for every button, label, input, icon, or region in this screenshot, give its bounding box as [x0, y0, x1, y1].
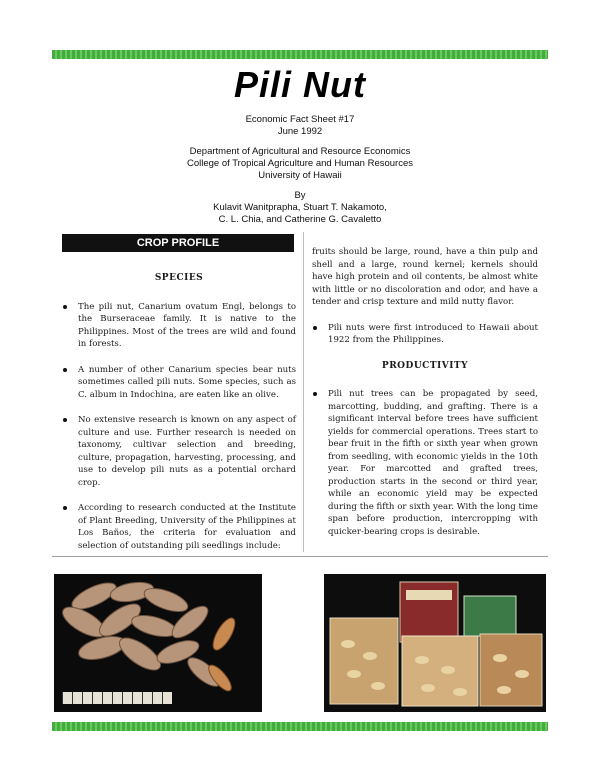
top-green-band: [52, 50, 548, 59]
pili-products-illustration: [324, 574, 546, 712]
crop-profile-heading: CROP PROFILE: [62, 234, 294, 252]
species-heading: SPECIES: [154, 273, 204, 283]
column-divider: [303, 232, 304, 552]
right-column: [312, 246, 538, 551]
species-continued: fruits should be large, round, have a thin pulp and shell and a large, round kernel; kernels should have high protein and oil contents, be almost white with little or no discoloration and odor, and have a tender and crisp texture and mild nutty flavor.: [312, 247, 538, 307]
fact-sheet-info: [0, 114, 600, 138]
byline: [0, 190, 600, 226]
fact-sheet-date: June 1992: [277, 126, 323, 137]
bullet-icon: [63, 418, 67, 422]
fact-sheet-number: Economic Fact Sheet #17: [245, 114, 355, 125]
university: University of Hawaii: [258, 170, 342, 181]
species-item: According to research conducted at the Institute of Plant Breeding, University of the Philippines at Los Baños, the criteria for evaluation and selection of outstanding pili seedlings include:: [62, 502, 296, 552]
bottom-green-band: [52, 722, 548, 731]
left-column: [62, 266, 296, 565]
authors-line-2: C. L. Chia, and Catherine G. Cavaletto: [218, 214, 382, 225]
bullet-icon: [313, 392, 317, 396]
byline-by: By: [294, 190, 306, 201]
pili-nuts-photo: [54, 574, 262, 712]
college: College of Tropical Agriculture and Human Resources: [186, 158, 413, 169]
scale-ruler: [62, 692, 172, 704]
content-bottom-rule: [52, 556, 548, 557]
authors-line-1: Kulavit Wanitprapha, Stuart T. Nakamoto,: [213, 202, 387, 213]
institution-block: [0, 146, 600, 182]
department: Department of Agricultural and Resource Economics: [189, 146, 411, 157]
species-item: The pili nut, Canarium ovatum Engl, belongs to the Burseraceae family. It is native to the Philippines. Most of the trees are wild and found in forests.: [62, 301, 296, 351]
bullet-icon: [63, 506, 67, 510]
hawaii-item: Pili nuts were first introduced to Hawaii about 1922 from the Philippines.: [312, 322, 538, 347]
bullet-icon: [313, 326, 317, 330]
bullet-icon: [63, 368, 67, 372]
bullet-icon: [63, 305, 67, 309]
productivity-item: Pili nut trees can be propagated by seed, marcotting, budding, and grafting. There is a significant interval before trees have sufficient yields for commercial operations. Trees start to bear fruit in the fifth or sixth year when grown from seedling, with economic yields in the 10th year. For marcotted and grafted trees, production starts in the second or third year, while an economic yield may be expected during the fifth or sixth year. With the long time span before production, intercropping with quicker-bearing crops is desirable.: [312, 388, 538, 538]
species-item: A number of other Canarium species bear nuts sometimes called pili nuts. Some species, such as C. album in Indochina, are eaten like an olive.: [62, 364, 296, 402]
page-title: Pili Nut: [234, 64, 366, 105]
pili-products-photo: [324, 574, 546, 712]
species-item: No extensive research is known on any aspect of culture and use. Further research is needed on taxonomy, cultivar selection and breeding, culture, propagation, harvesting, processing, and use to develop pili nuts as a potential orchard crop.: [62, 414, 296, 489]
productivity-heading: PRODUCTIVITY: [381, 360, 469, 371]
